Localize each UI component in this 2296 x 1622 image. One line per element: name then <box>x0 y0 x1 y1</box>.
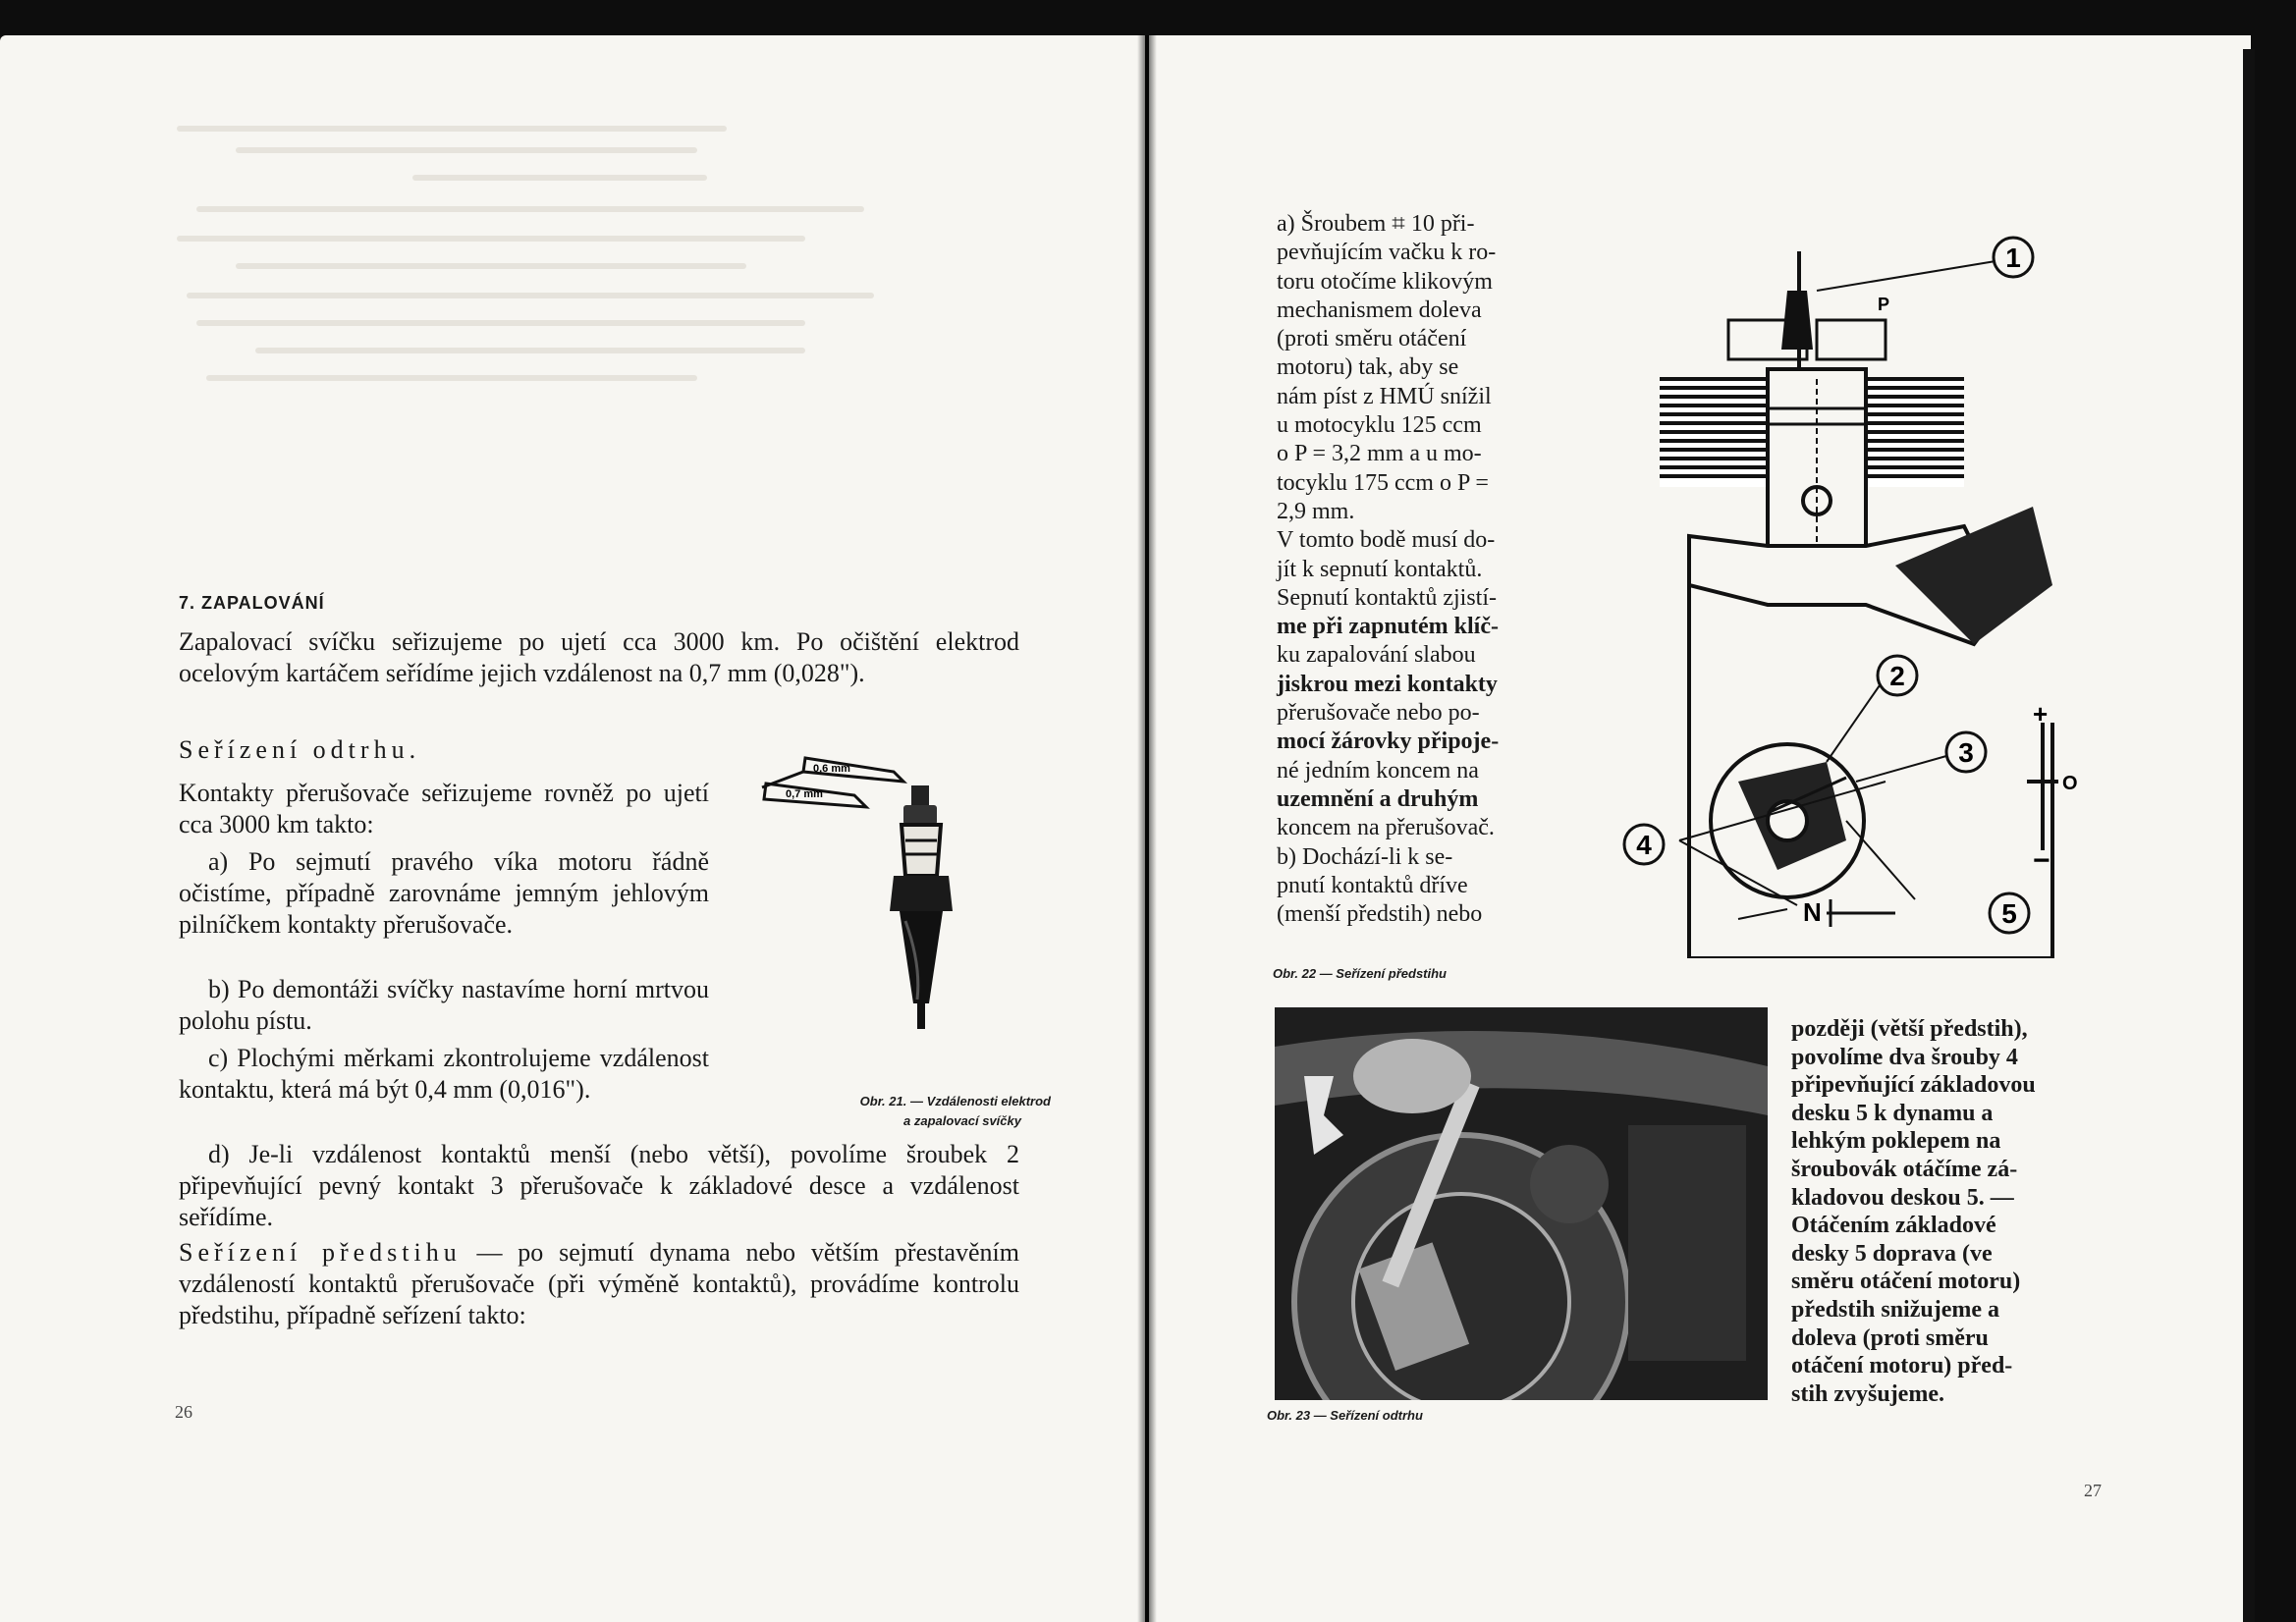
figure-21-caption-line-2: a zapalovací svíčky <box>903 1113 1021 1128</box>
callout-4-label: 4 <box>1636 830 1652 860</box>
right-column-text <box>1277 210 1601 929</box>
right-column-2-lines <box>1791 1015 2115 1408</box>
label-n: N <box>1803 897 1822 927</box>
text-line: směru otáčení motoru) <box>1791 1269 2021 1295</box>
subheading-predstih: Seřízení předstihu <box>179 1238 462 1267</box>
label-o: O <box>2062 773 2078 794</box>
list-item-c: c) Plochými měrkami zkontrolujeme vzdálenost kontaktu, která má být 0,4 mm (0,016"). <box>179 1044 709 1104</box>
text-line: motoru) tak, aby se <box>1277 354 1459 381</box>
predstih-text: — po sejmutí dynama nebo větším přestavěním vzdáleností kontaktů přerušovače (při výměně kontaktů), provádíme kontrolu předstihu, případně seřízení takto: <box>179 1238 1019 1329</box>
text-line: lehkým poklepem na <box>1791 1128 2001 1155</box>
callout-4 <box>1624 825 1664 864</box>
text-line: otáčení motoru) před- <box>1791 1353 2013 1379</box>
text-line: ku zapalování slabou <box>1277 642 1476 669</box>
label-p: P <box>1878 295 1890 314</box>
text-line: mechanismem doleva <box>1277 297 1482 323</box>
text-line: pnutí kontaktů dříve <box>1277 872 1468 898</box>
callout-1 <box>1817 238 2033 291</box>
text-line: jít k sepnutí kontaktů. <box>1277 556 1483 582</box>
figure-23-caption: Obr. 23 — Seřízení odtrhu <box>1267 1408 1423 1423</box>
callout-5 <box>1990 893 2029 933</box>
figure-23-photo-art <box>1275 1007 1768 1400</box>
text-line: později (větší předstih), <box>1791 1016 2028 1042</box>
figure-22-timing-diagram <box>1620 232 2082 958</box>
book-spine <box>1137 35 1157 1622</box>
text-line: koncem na přerušovač. <box>1277 815 1495 841</box>
callout-3 <box>1856 732 1986 782</box>
text-line: Sepnutí kontaktů zjistí- <box>1277 584 1497 611</box>
right-column-lines <box>1277 210 1601 929</box>
text-line: přerušovače nebo po- <box>1277 700 1480 727</box>
callout-2-label: 2 <box>1889 661 1905 691</box>
right-column-2-text <box>1791 1015 2115 1408</box>
gauge-label-2: 0,7 mm <box>786 788 823 800</box>
list-item-b: b) Po demontáži svíčky nastavíme horní mrtvou polohu pístu. <box>179 975 709 1035</box>
text-line: nám píst z HMÚ snížil <box>1277 383 1492 409</box>
text-line: (proti směru otáčení <box>1277 326 1467 352</box>
text-line: pevňujícím vačku k ro- <box>1277 240 1497 266</box>
paragraph-intro: Zapalovací svíčku seřizujeme po ujetí cca 3000 km. Po očištění elektrod ocelovým kartáčem seřídíme jejich vzdálenost na 0,7 mm (0,028"). <box>179 627 1019 687</box>
text-line: 2,9 mm. <box>1277 498 1355 524</box>
text-line: né jedním koncem na <box>1277 757 1479 784</box>
text-line: jiskrou mezi kontakty <box>1277 671 1498 697</box>
text-line: doleva (proti směru <box>1791 1325 1989 1351</box>
text-line: uzemnění a druhým <box>1277 785 1479 812</box>
page-edge-shadow <box>2243 49 2255 1622</box>
section-heading: 7. ZAPALOVÁNÍ <box>179 593 325 613</box>
text-line: Otáčením základové <box>1791 1213 1996 1239</box>
page-number-right: 27 <box>2084 1481 2102 1500</box>
text-line: připevňující základovou <box>1791 1072 2036 1099</box>
gauge-label-1: 0,6 mm <box>813 763 850 775</box>
subheading-odtrh: Seřízení odtrhu. <box>179 735 421 764</box>
text-line: me při zapnutém klíč- <box>1277 614 1499 640</box>
text-line: u motocyklu 125 ccm <box>1277 412 1482 439</box>
text-line: toru otočíme klikovým <box>1277 268 1493 295</box>
figure-22-caption: Obr. 22 — Seřízení předstihu <box>1273 966 1447 981</box>
breaker-plate-icon <box>1679 744 1915 919</box>
text-line: předstih snižujeme a <box>1791 1296 1999 1323</box>
figure-21-spark-plug <box>756 738 1051 1062</box>
figure-21-caption-line-1: Obr. 21. — Vzdálenosti elektrod <box>859 1094 1051 1108</box>
text-line: mocí žárovky připoje- <box>1277 729 1500 755</box>
callout-3-label: 3 <box>1958 737 1974 768</box>
callout-5-label: 5 <box>2001 898 2017 929</box>
text-line: tocyklu 175 ccm o P = <box>1277 469 1489 496</box>
callout-1-label: 1 <box>2005 243 2021 273</box>
list-item-a: a) Po sejmutí pravého víka motoru řádně očistíme, případně zarovnáme jemným jehlovým pilníčkem kontakty přerušovače. <box>179 847 709 939</box>
text-line: desky 5 doprava (ve <box>1791 1240 1993 1267</box>
text-line: b) Dochází-li k se- <box>1277 843 1453 870</box>
paragraph-kontakty: Kontakty přerušovače seřizujeme rovněž po ujetí cca 3000 km takto: <box>179 779 709 838</box>
text-line: a) Šroubem ⌗ 10 při- <box>1277 211 1475 237</box>
page-number-left: 26 <box>175 1402 192 1422</box>
crankcase-icon <box>1689 507 2052 958</box>
figure-23-photo <box>1275 1007 1768 1400</box>
cylinder-head-icon <box>1728 251 1886 369</box>
text-line: šroubovák otáčíme zá- <box>1791 1156 2018 1182</box>
callout-2 <box>1827 656 1917 762</box>
text-line: o P = 3,2 mm a u mo- <box>1277 441 1482 467</box>
text-line: (menší předstih) nebo <box>1277 901 1483 928</box>
direction-arrow-n-icon <box>1803 897 1895 927</box>
label-minus: − <box>2033 844 2050 877</box>
list-item-d: d) Je-li vzdálenost kontaktů menší (nebo větší), povolíme šroubek 2 připevňující pevný kontakt 3 přerušovače k základové desce a vzdálenost seřídíme. <box>179 1140 1019 1231</box>
text-line: povolíme dva šrouby 4 <box>1791 1044 2018 1070</box>
paragraph-predstih <box>179 1237 1019 1331</box>
spark-plug-icon <box>890 785 953 1029</box>
text-line: stih zvyšujeme. <box>1791 1380 1944 1407</box>
text-line: V tomto bodě musí do- <box>1277 527 1496 554</box>
text-line: desku 5 k dynamu a <box>1791 1100 1994 1126</box>
text-line: kladovou deskou 5. — <box>1791 1184 2014 1211</box>
label-plus: + <box>2033 699 2049 729</box>
